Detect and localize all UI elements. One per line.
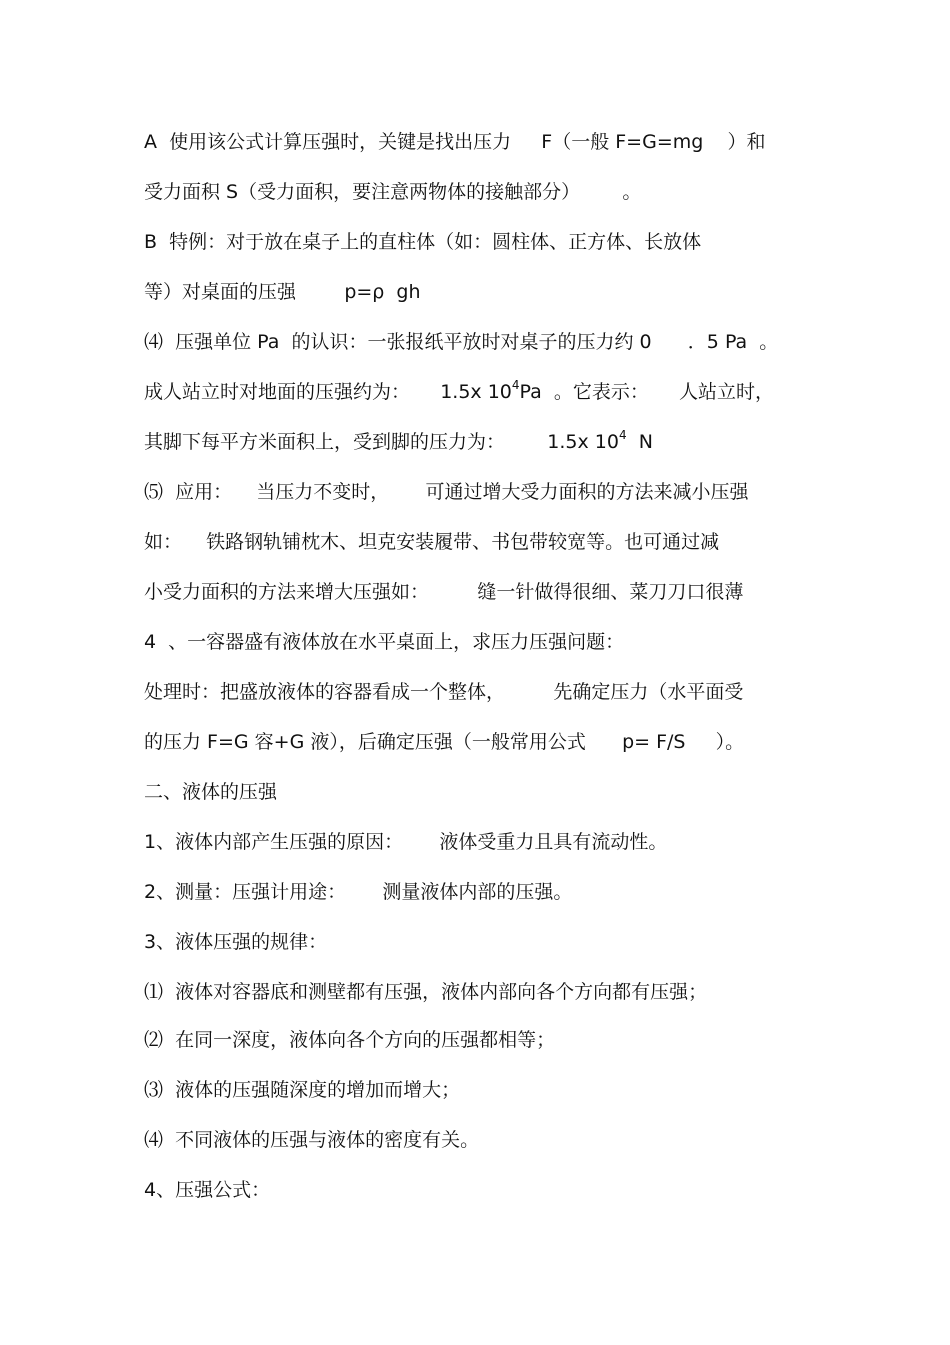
text-line-21: ⑷ 不同液体的压强与液体的密度有关。 — [144, 1129, 480, 1151]
text-line-22: 4、压强公式： — [144, 1179, 271, 1201]
text-line-17: 3、液体压强的规律： — [144, 931, 328, 953]
text-line-20: ⑶ 液体的压强随深度的增加而增大； — [144, 1079, 461, 1101]
text-line-6-main: 成人站立时对地面的压强约为： 1.5x 10 — [144, 381, 512, 403]
text-line-11: 4 、一容器盛有液体放在水平桌面上，求压力压强问题： — [144, 631, 625, 653]
text-line-10: 小受力面积的方法来增大压强如： 缝一针做得很细、菜刀刀口很薄 — [144, 581, 744, 603]
text-line-12: 处理时：把盛放液体的容器看成一个整体， 先确定压力（水平面受 — [144, 681, 744, 703]
text-line-8: ⑸ 应用： 当压力不变时， 可通过增大受力面积的方法来减小压强 — [144, 481, 749, 503]
text-line-6 — [144, 378, 774, 406]
text-line-4: 等）对桌面的压强 p=ρ gh — [144, 281, 421, 303]
text-line-18: ⑴ 液体对容器底和测壁都有压强，液体内部向各个方向都有压强； — [144, 981, 708, 1003]
text-line-7-rest: N — [626, 431, 653, 453]
text-line-5: ⑷ 压强单位 Pa 的认识：一张报纸平放时对桌子的压力约 0 ．5 Pa 。 — [144, 331, 779, 353]
text-line-2: 受力面积 S（受力面积，要注意两物体的接触部分） 。 — [144, 181, 642, 203]
text-line-6-rest: Pa 。它表示： 人站立时， — [519, 381, 775, 403]
text-line-13: 的压力 F=G 容+G 液），后确定压强（一般常用公式 p= F/S ）。 — [144, 731, 745, 753]
text-line-19: ⑵ 在同一深度，液体向各个方向的压强都相等； — [144, 1029, 556, 1051]
text-line-1: A 使用该公式计算压强时，关键是找出压力 F（一般 F=G=mg ）和 — [144, 131, 766, 153]
exponent: 4 — [618, 428, 627, 442]
text-line-9: 如： 铁路钢轨铺枕木、坦克安装履带、书包带较宽等。也可通过减 — [144, 531, 720, 553]
text-line-3: B 特例：对于放在桌子上的直柱体（如：圆柱体、正方体、长放体 — [144, 231, 702, 253]
text-line-15: 1、液体内部产生压强的原因： 液体受重力且具有流动性。 — [144, 831, 668, 853]
text-line-7-main: 其脚下每平方米面积上，受到脚的压力为： 1.5x 10 — [144, 431, 619, 453]
text-line-16: 2、测量：压强计用途： 测量液体内部的压强。 — [144, 881, 573, 903]
exponent: 4 — [511, 378, 520, 392]
section-heading: 二、液体的压强 — [144, 781, 278, 803]
text-line-7 — [144, 428, 653, 456]
